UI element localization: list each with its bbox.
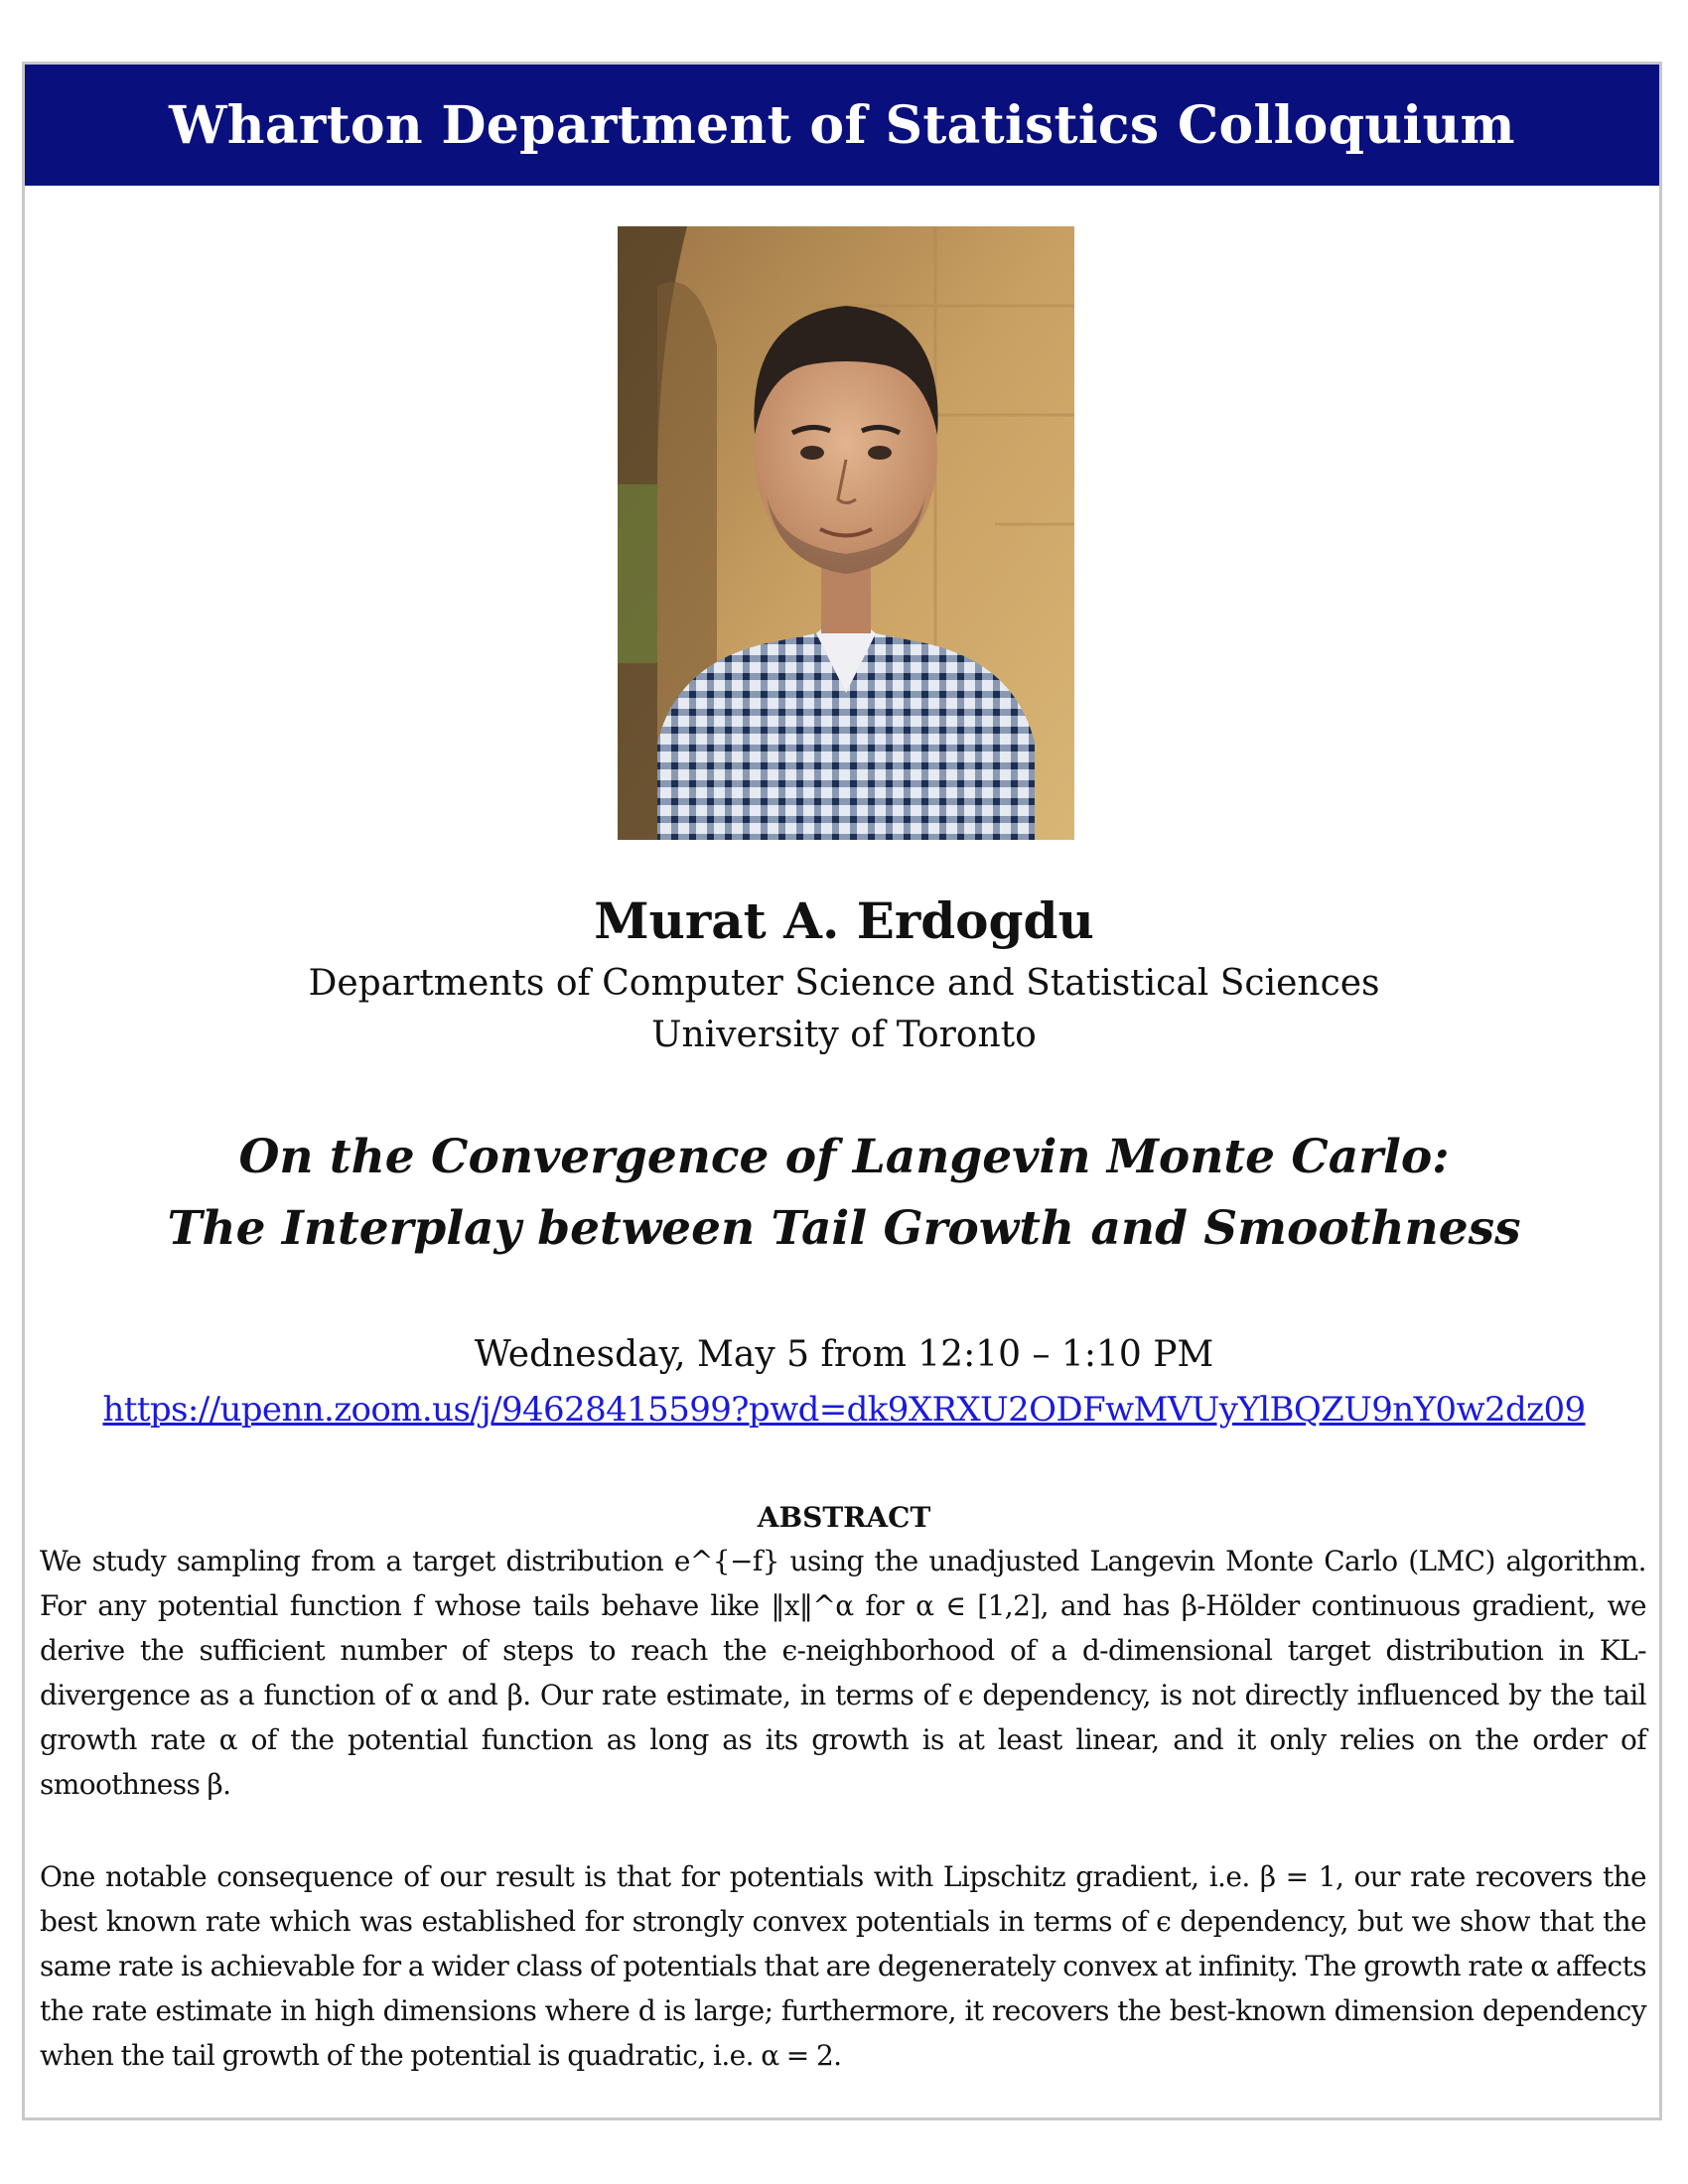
talk-datetime: Wednesday, May 5 from 12:10 – 1:10 PM [474,1334,1214,1375]
talk-title-line-2: The Interplay between Tail Growth and Smoothness [167,1201,1521,1256]
zoom-link[interactable]: https://upenn.zoom.us/j/94628415599?pwd=dk9XRXU2ODFwMVUyYlBQZU9nY0w2dz09 [102,1390,1586,1430]
speaker-portrait-illustration [618,226,1074,840]
talk-title-line-1: On the Convergence of Langevin Monte Carlo: [238,1130,1450,1184]
abstract-paragraph-1: We study sampling from a target distribution e^{−f} using the unadjusted Langevin Monte Carlo (LMC) algorithm. For any potential function f whose tails behave like ‖x‖^α for α ∈ [1,2], and has β-Hölder continuous gradient, we derive the sufficient number of steps to reach the ϵ-neighborhood of a d-dimensional target distribution in KL-divergence as a function of α and β. Our rate estimate, in terms of ϵ dependency, is not directly influenced by the tail growth rate α of the potential function as long as its growth is at least linear, and it only relies on the order of smoothness β. [40,1545,1646,1801]
speaker-photo [618,226,1074,840]
colloquium-title: Wharton Department of Statistics Colloquium [169,94,1515,156]
abstract-paragraph-2: One notable consequence of our result is that for potentials with Lipschitz gradient, i.e. β = 1, our rate recovers the best known rate which was established for strongly convex potentials in terms of ϵ dependency, but we show that the same rate is achievable for a wider class of potentials that are degenerately convex at infinity. The growth rate α affects the rate estimate in high dimensions where d is large; furthermore, it recovers the best-known dimension dependency when the tail growth of the potential is quadratic, i.e. α = 2. [40,1860,1646,2072]
speaker-name: Murat A. Erdogdu [594,891,1094,950]
speaker-university: University of Toronto [651,1015,1037,1055]
abstract-heading: ABSTRACT [757,1501,931,1534]
speaker-department: Departments of Computer Science and Statistical Sciences [308,963,1380,1004]
header-banner [25,65,1659,186]
